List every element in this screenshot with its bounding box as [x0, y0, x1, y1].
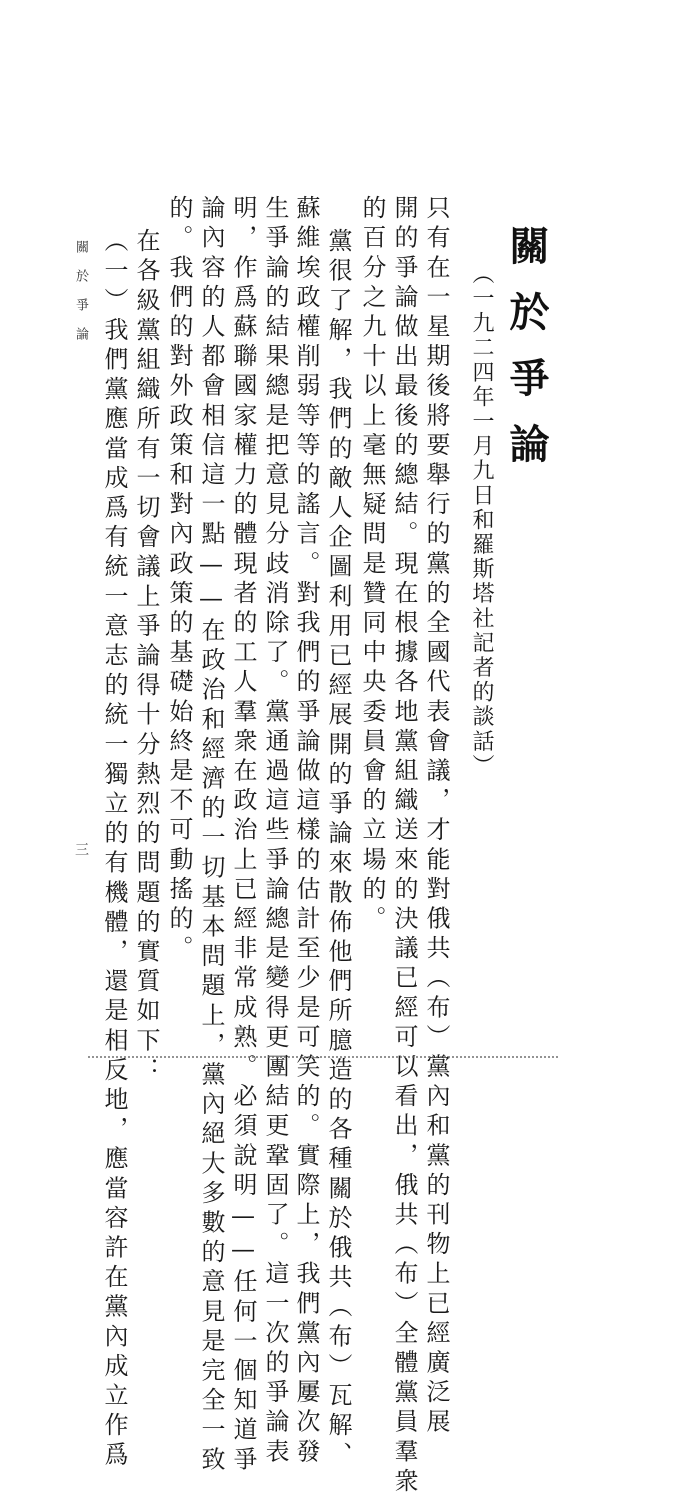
subtitle: （一九二四年一月九日和羅斯塔社記者的談話） — [469, 262, 494, 779]
body-column: 在各級黨組織所有一切會議上爭論得十分熱烈的問題的實質如下： — [132, 228, 160, 1087]
body-column: 生爭論的結果總是把意見分歧消除了。黨通過這些爭論總是變得更團結更鞏固了。這一次的爭論表 — [261, 195, 289, 1468]
body-column: 開的爭論做出最後的總結。現在根據各地黨組織送來的決議已經可以看出，俄共（布）全體黨員羣衆 — [390, 195, 418, 1497]
body-column: 論內容的人都會相信這一點——在政治和經濟的一切基本問題上，黨內絕大多數的意見是完全一致 — [197, 195, 225, 1476]
body-column: 的。我們的對外政策和對內政策的基礎始終是不可動搖的。 — [165, 195, 193, 965]
body-column: 只有在一星期後將要舉行的黨的全國代表會議，才能對俄共（布）黨內和黨的刊物上已經廣泛展 — [422, 195, 450, 1439]
body-column: 蘇維埃政權削弱等等的謠言。對我們的爭論做這樣的估計至少是可笑的。實際上，我們黨內屢次發 — [292, 195, 320, 1468]
running-header: 關於爭論 — [73, 240, 88, 356]
body-column: 黨很了解，我們的敵人企圖利用已經展開的爭論來散佈他們所臆造的各種關於俄共（布）瓦解、 — [324, 228, 352, 1472]
page-number: 三 — [73, 842, 89, 856]
body-column: （一）我們黨應當成爲有統一意志的統一獨立的有機體，還是相反地，應當容許在黨內成立作爲 — [100, 228, 128, 1472]
body-column: 明，作爲蘇聯國家權力的體現者的工人羣衆在政治上已經非常成熟。必須說明——任何一個知道爭 — [229, 195, 257, 1476]
page-bottom-rule — [88, 1056, 558, 1059]
body-column: 的百分之九十以上毫無疑問是贊同中央委員會的立場的。 — [358, 195, 386, 935]
page-title: 關於爭論 — [503, 225, 550, 489]
